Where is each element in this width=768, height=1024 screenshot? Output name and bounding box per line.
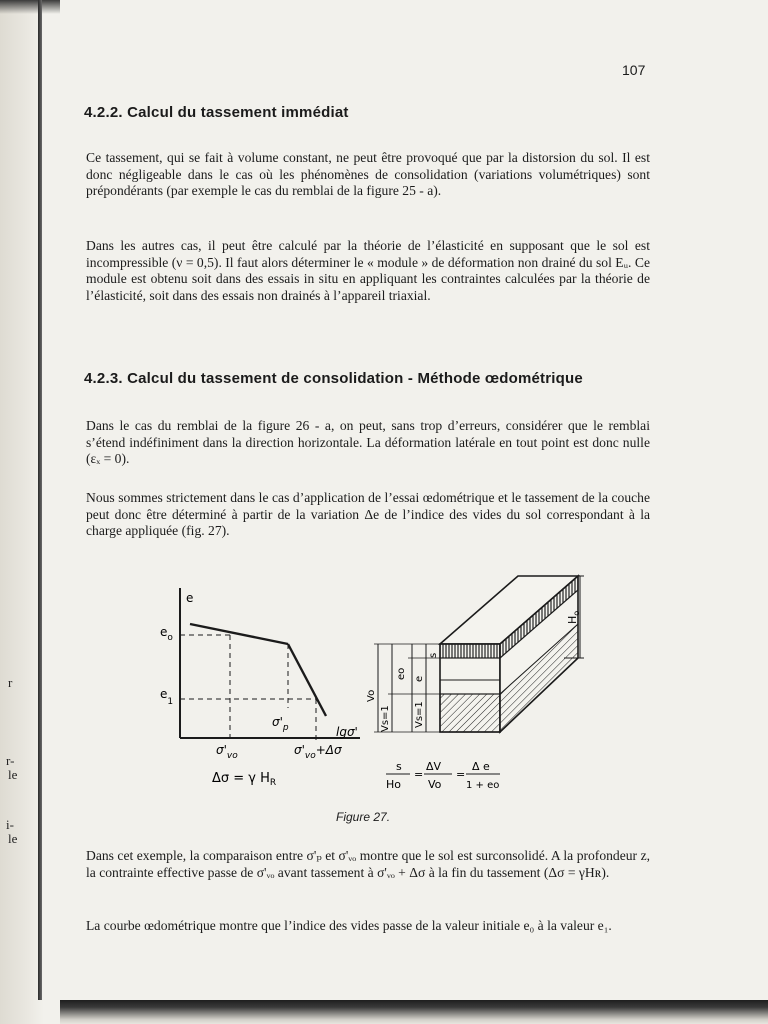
section-heading: 4.2.2. Calcul du tassement immédiat — [84, 104, 349, 121]
paragraph: Dans cet exemple, la comparaison entre σ'ₚ et σ'ᵥₒ montre que le sol est surconsolidé. A la profondeur z, la contrainte effective passe de σ'ᵥₒ avant tassement à σ'ᵥₒ + Δσ à la fin du tassement (Δσ = γHʀ). — [86, 848, 650, 880]
sigma-final-suffix: +Δσ — [315, 743, 342, 757]
page-bottom-edge — [60, 1000, 768, 1024]
soil-block — [374, 576, 584, 732]
sigma-v0-label — [216, 743, 238, 761]
settlement-layer-front — [440, 644, 500, 658]
paragraph: Nous sommes strictement dans le cas d’application de l’essai œdométrique et le tassement de la couche peut donc être déterminé à partir de la variation Δe de l’indice des vides du sol correspondant à la charge appliquée (fig. 27). — [86, 490, 650, 539]
margin-fragment: r- — [6, 753, 15, 768]
paragraph: La courbe œdométrique montre que l’indice des vides passe de la valeur initiale e₀ à la valeur e₁. — [86, 918, 612, 933]
margin-fragment: i- — [6, 817, 14, 832]
figure-caption: Figure 27. — [336, 810, 391, 824]
sigma-p-main: σ' — [272, 715, 283, 729]
s-block-label: s — [428, 652, 439, 658]
figure-27 — [160, 568, 600, 808]
formula-h0: Ho — [386, 778, 402, 791]
recompression-branch — [190, 624, 288, 644]
solids-layer-front — [440, 694, 500, 732]
e1-label-sub: 1 — [167, 697, 174, 707]
v0-label: Vo — [366, 689, 377, 702]
sigma-p-label — [272, 715, 289, 733]
stress-increment-equation — [212, 771, 276, 788]
axis-label-e: e — [186, 591, 194, 605]
margin-fragment: le — [8, 767, 18, 782]
equation-main: Δσ = γ H — [212, 771, 270, 786]
margin-fragment: le — [8, 831, 18, 846]
compression-graph — [180, 588, 360, 740]
formula-v0: Vo — [428, 778, 442, 791]
sigma-final-sub: vo — [304, 751, 316, 761]
e0-label-main: e — [160, 625, 168, 639]
formula-de: Δ e — [472, 760, 490, 773]
book-spine-edge — [38, 0, 42, 1000]
formula-dv: ΔV — [426, 760, 442, 773]
e1-label — [160, 687, 173, 707]
paragraph: Dans les autres cas, il peut être calculé par la théorie de l’élasticité en supposant que le sol est incompressible (ν = 0,5). Il faut alors déterminer le « module » de déformation non drainé du sol Eᵤ. Ce module est obtenu soit dans des essais in situ en appliquant les contraintes calculées par la théorie de l’élasticité, soit dans des essais non drainés à l’appareil triaxial. — [86, 238, 650, 303]
settlement-formula — [386, 760, 500, 791]
formula-denominator: 1 + eo — [466, 780, 500, 791]
h0-main: H — [566, 615, 579, 624]
sigma-final-label — [294, 743, 342, 761]
margin-fragment: r — [8, 675, 13, 690]
e0-block-label: eo — [396, 667, 407, 680]
e0-label-sub: o — [167, 633, 173, 643]
equation-sub: R — [269, 778, 277, 788]
paragraph: Ce tassement, qui se fait à volume constant, ne peut être provoqué que par la distorsion du sol. Il est donc négligeable dans le cas où les phénomènes de consolidation (variations volumétriques) sont prépondérants (par exemple le cas du remblai de la figure 25 - a). — [86, 150, 650, 199]
paragraph: Dans le cas du remblai de la figure 26 - a, on peut, sans trop d’erreurs, considérer que le remblai s’étend indéfiniment dans la direction horizontale. La déformation latérale en tout point est donc nulle (εₓ = 0). — [86, 418, 650, 467]
equals-sign: = — [414, 768, 424, 781]
vs-label-2: Vs=1 — [414, 701, 425, 728]
equals-sign: = — [456, 768, 466, 781]
sigma-v0-sub: vo — [226, 751, 238, 761]
sigma-final-main: σ' — [294, 743, 305, 757]
sigma-p-sub: p — [282, 723, 289, 733]
e-block-label: e — [414, 675, 425, 682]
h0-sub: o — [572, 610, 581, 616]
page-number: 107 — [622, 62, 646, 78]
sigma-v0-main: σ' — [216, 743, 227, 757]
formula-s: s — [396, 760, 402, 773]
binding-shadow — [0, 0, 60, 14]
virgin-branch — [288, 644, 326, 716]
x-axis-label: lgσ' — [336, 725, 358, 739]
e1-label-main: e — [160, 687, 168, 701]
e0-label — [160, 625, 173, 643]
section-heading: 4.2.3. Calcul du tassement de consolidation - Méthode œdométrique — [84, 370, 583, 387]
vs-label: Vs=1 — [380, 705, 391, 732]
